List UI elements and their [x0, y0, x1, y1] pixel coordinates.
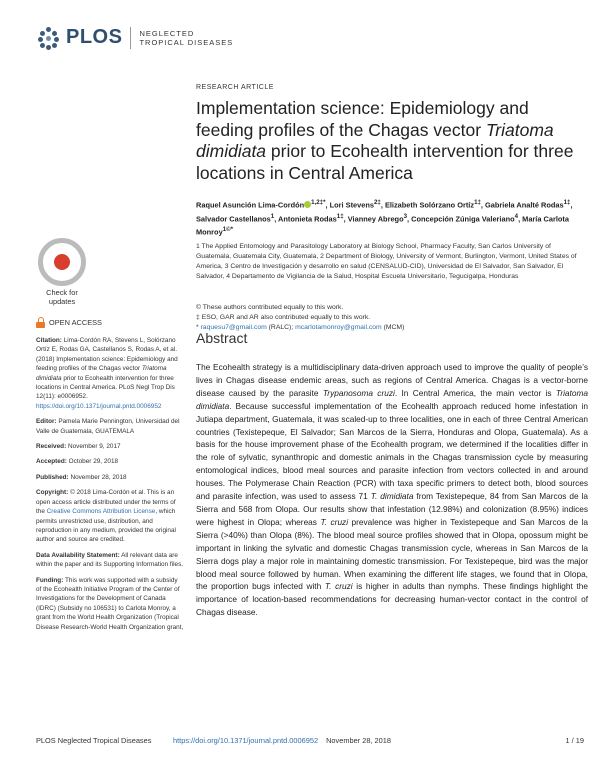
data-availability: Data Availability Statement: All relevant data are within the paper and its Supporting Information files.	[36, 551, 184, 569]
author-list: Raquel Asunción Lima-Cordón $^{1,2\ddagger*}$, Lori Stevens$^{2\ddagger}$, Elizabeth Solórzano Ortíz$^{1\ddagger}$, Gabriela Analté Rodas$^{1\ddagger}$, Salvador Castellanos$^1$, Antonieta Rodas$^{1\ddagger}$, Vianney Abrego$^3$, Concepción Zúniga Valeriano$^4$, María Carlota Monroy$^{1©*}$	[196, 199, 573, 237]
license-link[interactable]: Creative Commons Attribution License	[46, 508, 156, 516]
affiliations: 1 The Applied Entomology and Parasitology Laboratory at Biology School, Pharmacy Faculty, San Carlos University of Guatemala, Guatemala City, Guatemala, 2 Department of Biology, University of Vermont, Burlington, Vermont, United States of America, 3 Centro de Investigación y desarrollo en salud (CENSALUD-CID), Universidad de El Salvador, San Salvador, El Salvador, 4 Departamento de Vigilancia de la Salud, Hospital Escuela Universitario, Tegucigalpa, Honduras	[196, 243, 577, 280]
check-for-updates-icon	[38, 238, 86, 286]
check-for-updates-label: Check for updates	[46, 288, 78, 306]
abstract-heading: Abstract	[196, 330, 248, 346]
logo-wordmark: PLOS	[66, 26, 123, 48]
open-access-icon	[36, 317, 45, 328]
plos-logo[interactable]	[38, 26, 233, 49]
journal-name: NEGLECTED TROPICAL DISEASES	[139, 28, 234, 47]
email-link-ralc[interactable]: raquesu7@gmail.com	[200, 324, 267, 331]
accepted-date: Accepted: October 29, 2018	[36, 458, 119, 466]
check-for-updates-badge[interactable]	[36, 238, 88, 312]
page-number: 1 / 19	[565, 736, 584, 745]
page-footer	[36, 736, 584, 745]
citation-doi-link[interactable]: https://doi.org/10.1371/journal.pntd.0006952	[36, 402, 162, 410]
author-notes: © These authors contributed equally to this work. ‡ ESO, GAR and AR also contributed equally to this work. * raquesu7@gmail.com (RALC); mcarlotamonroy@gmail.com (MCM)	[196, 304, 405, 331]
footer-doi-link[interactable]: https://doi.org/10.1371/journal.pntd.0006952	[173, 736, 319, 745]
plos-logo-icon	[38, 27, 60, 49]
article-info-sidebar	[36, 317, 184, 638]
funding: Funding: This work was supported with a subsidy of the Ecohealth Initiative Program of the Center of Investigations for the Development of Canada (IDRC) (Subsidy no 106531) to Carlota Monroy, a grant from the World Health Organization (Tropical Disease Research-World Health Organization grant,	[36, 576, 184, 631]
published-date: Published: November 28, 2018	[36, 473, 127, 481]
article-type: RESEARCH ARTICLE	[196, 84, 274, 91]
abstract-body: The Ecohealth strategy is a multidisciplinary data-driven approach used to improve the quality of people’s lives in Chagas disease endemic areas, such as regions of Central America. Chagas is a vector-borne disease caused by the parasite Trypanosoma cruzi. In Central America, the main vector is Triatoma dimidiata. Because successful implementation of the Ecohealth approach reduced home infestation in Jutiapa department, Guatemala, it was scaled-up to three localities, one in each of three Central American countries (Texistepeque, El Salvador; San Marcos de la Sierra, Honduras and Olopa, Guatemala). As a basis for the house improvement phase of the Ecohealth program, we determined if the localities differ in the role of sylvatic, synanthropic and domestic animals in the Chagas transmission cycle by measuring entomological indices, blood meal sources and parasite infection from vectors collected in and around houses. The Polymerase Chain Reaction (PCR) with taxa specific primers to detect both, blood sources and parasite infection, was used to assess 71 T. dimidiata from Texistepeque, 84 from San Marcos de la Sierra and 568 from Olopa. Our results show that infestation (12.98%) and colonization (8.95%) indices were highest in Olopa; whereas T. cruzi prevalence was higher in Texistepeque and San Marcos de la Sierra (>40%) than Olopa (8%). The blood meal source profiles showed that in Olopa, opossum might be important in linking the sylvatic and domestic Chagas transmission cycle, whereas in San Marcos de la Sierra dogs play a major role in maintaining domestic transmission. For Texistepeque, bird was the major blood meal source followed by human. When examining the different life stages, we found that in Olopa, the proportion bugs infected with T. cruzi is higher in adults than nymphs. These findings highlight the importance of location-based recommendations for decreasing human-vector contact in the control of Chagas disease.	[196, 362, 589, 618]
citation: Citation: Lima-Cordón RA, Stevens L, Solórzano Ortíz E, Rodas GA, Castellanos S, Rodas A, et al. (2018) Implementation science: Epidemiology and feeding profiles of the Chagas vector Triatoma dimidiata prior to Ecohealth intervention for three locations in Central America. PLoS Negl Trop Dis 12(11): e0006952. https://doi.org/10.1371/journal.pntd.0006952	[36, 337, 178, 410]
article-title: Implementation science: Epidemiology and feeding profiles of the Chagas vector Triatoma dimidiata prior to Ecohealth intervention for three locations in Central America	[196, 98, 574, 183]
email-link-mcm[interactable]: mcarlotamonroy@gmail.com	[295, 324, 382, 331]
footer-journal: PLOS Neglected Tropical Diseases	[36, 736, 152, 745]
received-date: Received: November 9, 2017	[36, 443, 121, 451]
editor: Editor: Pamela Marie Pennington, Universidad del Valle de Guatemala, GUATEMALA	[36, 418, 180, 435]
open-access-label: OPEN ACCESS	[36, 317, 184, 328]
copyright: Copyright: © 2018 Lima-Cordón et al. This is an open access article distributed under the terms of the Creative Commons Attribution License, which permits unrestricted use, distribution, and reproduction in any medium, provided the original author and source are credited.	[36, 489, 176, 544]
logo-divider	[130, 27, 131, 49]
footer-date: November 28, 2018	[326, 736, 391, 745]
